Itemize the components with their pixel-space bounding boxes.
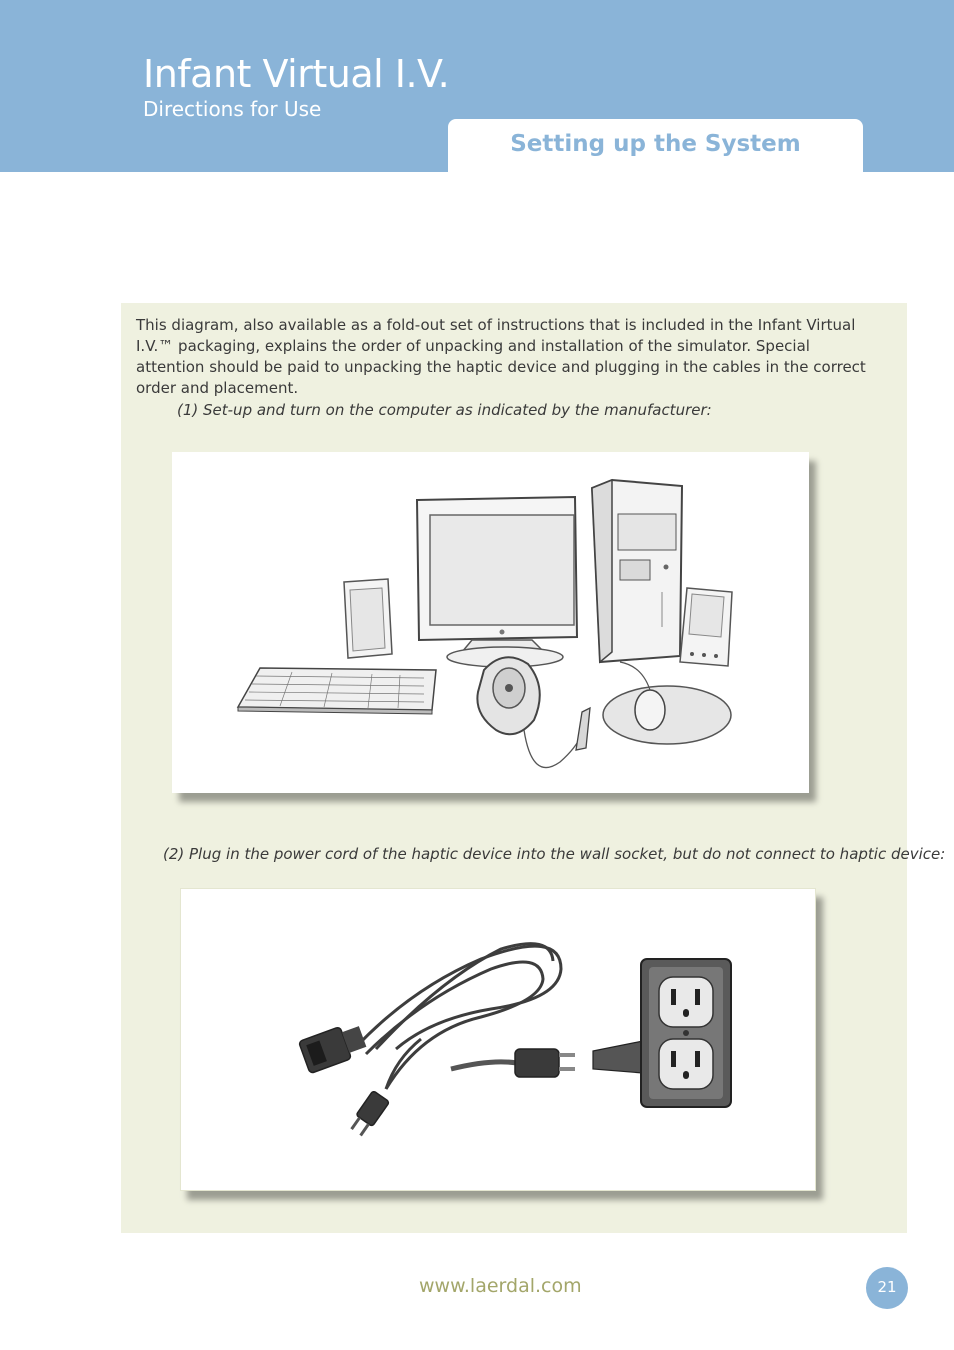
computer-setup-figure bbox=[172, 452, 809, 793]
document-title: Infant Virtual I.V. bbox=[143, 52, 450, 96]
power-cord-wall-socket-illustration bbox=[181, 889, 815, 1190]
section-title: Setting up the System bbox=[510, 131, 801, 157]
step-2-instruction: (2) Plug in the power cord of the haptic device into the wall socket, but do not connect to haptic device: bbox=[163, 845, 946, 863]
page-number-badge bbox=[866, 1267, 908, 1309]
footer-website-link[interactable]: www.laerdal.com bbox=[419, 1275, 582, 1297]
power-cord-figure bbox=[180, 888, 816, 1191]
document-subtitle: Directions for Use bbox=[143, 97, 322, 121]
content-panel bbox=[121, 303, 946, 1233]
page-number: 21 bbox=[877, 1278, 897, 1296]
intro-paragraph: This diagram, also available as a fold-out set of instructions that is included in the Infant Virtual I.V.™ packaging, explains the order of unpacking and installation of the simulator. Special attention should be paid to unpacking the haptic device and plugging in the cables in the correct order and placement. bbox=[136, 316, 866, 397]
computer-setup-illustration bbox=[172, 452, 809, 793]
page-header bbox=[0, 0, 954, 172]
section-tab bbox=[448, 119, 863, 172]
step-1-instruction: (1) Set-up and turn on the computer as indicated by the manufacturer: bbox=[177, 401, 712, 419]
